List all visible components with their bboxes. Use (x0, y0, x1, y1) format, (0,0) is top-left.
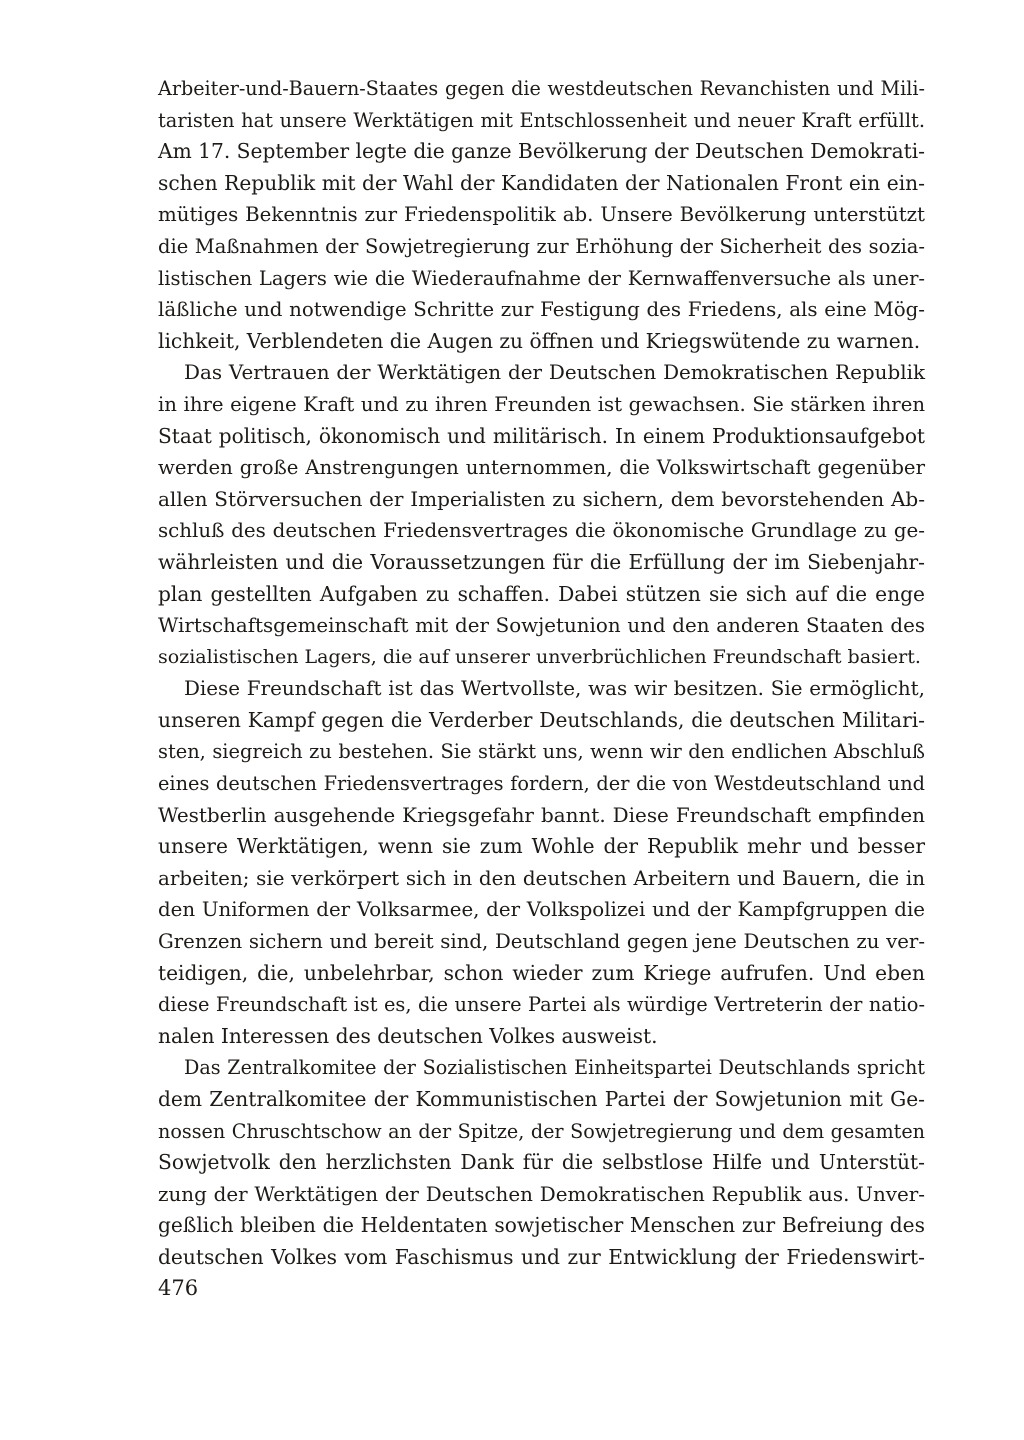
page-number: 476 (158, 1276, 199, 1300)
text-line: listischen Lagers wie die Wiederaufnahme der Kernwaffenversuche als uner- (158, 266, 925, 290)
text-line: Arbeiter-und-Bauern-Staates gegen die westdeutschen Revanchisten und Mili- (158, 77, 925, 100)
text-line: mütiges Bekenntnis zur Friedenspolitik ab. Unsere Bevölkerung unterstützt (158, 203, 925, 227)
text-line: schen Republik mit der Wahl der Kandidaten der Nationalen Front ein ein- (158, 170, 925, 195)
text-line: Westberlin ausgehende Kriegsgefahr bannt. Diese Freundschaft empfinden (158, 802, 925, 827)
text-line: den Uniformen der Volksarmee, der Volkspolizei und der Kampfgruppen die (158, 898, 925, 922)
text-line: Staat politisch, ökonomisch und militärisch. In einem Produktionsaufgebot (158, 423, 925, 448)
text-line: die Maßnahmen der Sowjetregierung zur Erhöhung der Sicherheit des sozia- (158, 234, 925, 258)
text-line: Grenzen sichern und bereit sind, Deutschland gegen jene Deutschen zu ver- (158, 930, 925, 954)
text-line: lichkeit, Verblendeten die Augen zu öffnen und Kriegswütende zu warnen. (158, 328, 921, 353)
text-line: teidigen, die, unbelehrbar, schon wieder zum Kriege aufrufen. Und eben (158, 960, 925, 985)
text-line: geßlich bleiben die Heldentaten sowjetischer Menschen zur Befreiung des (158, 1213, 925, 1238)
text-line: dem Zentralkomitee der Kommunistischen Partei der Sowjetunion mit Ge- (158, 1087, 925, 1111)
text-line: Sowjetvolk den herzlichsten Dank für die selbstlose Hilfe und Unterstüt- (158, 1150, 925, 1175)
text-line: währleisten und die Voraussetzungen für die Erfüllung der im Siebenjahr- (158, 549, 925, 574)
text-line: sten, siegreich zu bestehen. Sie stärkt uns, wenn wir den endlichen Abschluß (158, 740, 925, 764)
text-line: diese Freundschaft ist es, die unsere Partei als würdige Vertreterin der natio- (158, 993, 925, 1017)
text-line: Diese Freundschaft ist das Wertvollste, was wir besitzen. Sie ermöglicht, (184, 677, 925, 701)
text-line: Das Zentralkomitee der Sozialistischen Einheitspartei Deutschlands spricht (184, 1056, 925, 1080)
text-line: arbeiten; sie verkörpert sich in den deutschen Arbeitern und Bauern, die in (158, 866, 925, 890)
text-line: zung der Werktätigen der Deutschen Demokratischen Republik aus. Unver- (158, 1182, 925, 1206)
text-line: nalen Interessen des deutschen Volkes ausweist. (158, 1023, 658, 1048)
text-line: Am 17. September legte die ganze Bevölkerung der Deutschen Demokrati- (158, 139, 925, 164)
text-line: werden große Anstrengungen unternommen, die Volkswirtschaft gegenüber (158, 456, 925, 480)
text-line: unseren Kampf gegen die Verderber Deutschlands, die deutschen Militari- (158, 707, 925, 732)
text-line: läßliche und notwendige Schritte zur Festigung des Friedens, als eine Mög- (158, 298, 925, 322)
text-line: taristen hat unsere Werktätigen mit Entschlossenheit und neuer Kraft erfüllt. (158, 108, 925, 132)
text-line: plan gestellten Aufgaben zu schaffen. Dabei stützen sie sich auf die enge (158, 581, 925, 606)
text-line: unsere Werktätigen, wenn sie zum Wohle der Republik mehr und besser (158, 834, 925, 859)
text-line: in ihre eigene Kraft und zu ihren Freunden ist gewachsen. Sie stärken ihren (158, 392, 925, 416)
text-line: eines deutschen Friedensvertrages fordern, der die von Westdeutschland und (158, 772, 925, 796)
text-line: sozialistischen Lagers, die auf unserer unverbrüchlichen Freundschaft basiert. (158, 645, 921, 668)
text-line: nossen Chruschtschow an der Spitze, der Sowjetregierung und dem gesamten (158, 1119, 925, 1143)
text-line: schluß des deutschen Friedensvertrages die ökonomische Grundlage zu ge- (158, 519, 925, 543)
text-line: Das Vertrauen der Werktätigen der Deutschen Demokratischen Republik (184, 361, 925, 385)
body-text (158, 73, 925, 1274)
text-line: Wirtschaftsgemeinschaft mit der Sowjetunion und den anderen Staaten des (158, 614, 925, 638)
text-line: deutschen Volkes vom Faschismus und zur Entwicklung der Friedenswirt- (158, 1244, 925, 1269)
text-line: allen Störversuchen der Imperialisten zu sichern, dem bevorstehenden Ab- (158, 486, 925, 511)
